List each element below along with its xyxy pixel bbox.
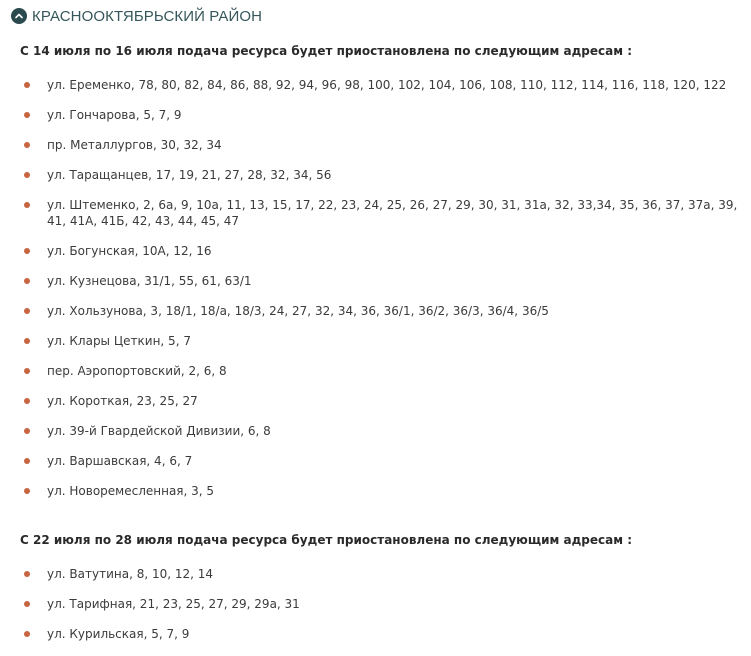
address-text: ул. Курильская, 5, 7, 9: [47, 627, 190, 641]
list-item: [20, 243, 743, 259]
bullet-icon: [24, 202, 30, 208]
address-text: ул. Тарифная, 21, 23, 25, 27, 29, 29а, 31: [47, 597, 300, 611]
bullet-icon: [24, 488, 30, 494]
list-item: [20, 566, 743, 582]
address-text: ул. Ватутина, 8, 10, 12, 14: [47, 567, 214, 581]
address-text: ул. Штеменко, 2, 6а, 9, 10а, 11, 13, 15, 17, 22, 23, 24, 25, 26, 27, 29, 30, 31, 31а, 32, 33,34, 35, 36, 37, 37а, 39, 41, 41А, 41Б, 42, 43, 44, 45, 47: [47, 198, 738, 228]
bullet-icon: [24, 142, 30, 148]
bullet-icon: [24, 308, 30, 314]
list-item: [20, 596, 743, 612]
list-item: [20, 333, 743, 349]
list-item: [20, 197, 743, 229]
bullet-icon: [24, 398, 30, 404]
period-section-1: [20, 43, 740, 513]
address-text: ул. Таращанцев, 17, 19, 21, 27, 28, 32, 34, 56: [47, 168, 332, 182]
address-text: ул. Короткая, 23, 25, 27: [47, 394, 198, 408]
bullet-icon: [24, 82, 30, 88]
address-text: ул. Кузнецова, 31/1, 55, 61, 63/1: [47, 274, 252, 288]
address-text: ул. Варшавская, 4, 6, 7: [47, 454, 193, 468]
bullet-icon: [24, 428, 30, 434]
address-text: ул. 39-й Гвардейской Дивизии, 6, 8: [47, 424, 271, 438]
address-text: ул. Еременко, 78, 80, 82, 84, 86, 88, 92, 94, 96, 98, 100, 102, 104, 106, 108, 110, 112, 114, 116, 118, 120, 122: [47, 78, 727, 92]
address-text: ул. Клары Цеткин, 5, 7: [47, 334, 191, 348]
list-item: [20, 363, 743, 379]
list-item: [20, 626, 743, 642]
address-text: ул. Гончарова, 5, 7, 9: [47, 108, 182, 122]
address-text: ул. Хользунова, 3, 18/1, 18/а, 18/3, 24, 27, 32, 34, 36, 36/1, 36/2, 36/3, 36/4, 36/5: [47, 304, 549, 318]
list-item: [20, 303, 743, 319]
bullet-icon: [24, 338, 30, 344]
list-item: [20, 273, 743, 289]
list-item: [20, 453, 743, 469]
period-title: С 14 июля по 16 июля подача ресурса будет приостановлена по следующим адресам :: [20, 44, 633, 58]
list-item: [20, 167, 743, 183]
list-item: [20, 107, 743, 123]
bullet-icon: [24, 601, 30, 607]
period-title: С 22 июля по 28 июля подача ресурса будет приостановлена по следующим адресам :: [20, 533, 633, 547]
bullet-icon: [24, 278, 30, 284]
list-item: [20, 393, 743, 409]
address-list: [20, 566, 740, 642]
bullet-icon: [24, 458, 30, 464]
bullet-icon: [24, 172, 30, 178]
address-text: пр. Металлургов, 30, 32, 34: [47, 138, 222, 152]
list-item: [20, 137, 743, 153]
bullet-icon: [24, 631, 30, 637]
chevron-up-icon[interactable]: [11, 8, 27, 24]
period-section-2: [20, 532, 740, 656]
bullet-icon: [24, 571, 30, 577]
district-title[interactable]: КРАСНООКТЯБРЬСКИЙ РАЙОН: [32, 7, 263, 25]
address-text: ул. Богунская, 10А, 12, 16: [47, 244, 212, 258]
address-text: ул. Новоремесленная, 3, 5: [47, 484, 215, 498]
address-list: [20, 77, 740, 499]
list-item: [20, 483, 743, 499]
bullet-icon: [24, 248, 30, 254]
bullet-icon: [24, 112, 30, 118]
list-item: [20, 77, 743, 93]
address-text: пер. Аэропортовский, 2, 6, 8: [47, 364, 227, 378]
bullet-icon: [24, 368, 30, 374]
district-header[interactable]: [11, 5, 262, 27]
list-item: [20, 423, 743, 439]
